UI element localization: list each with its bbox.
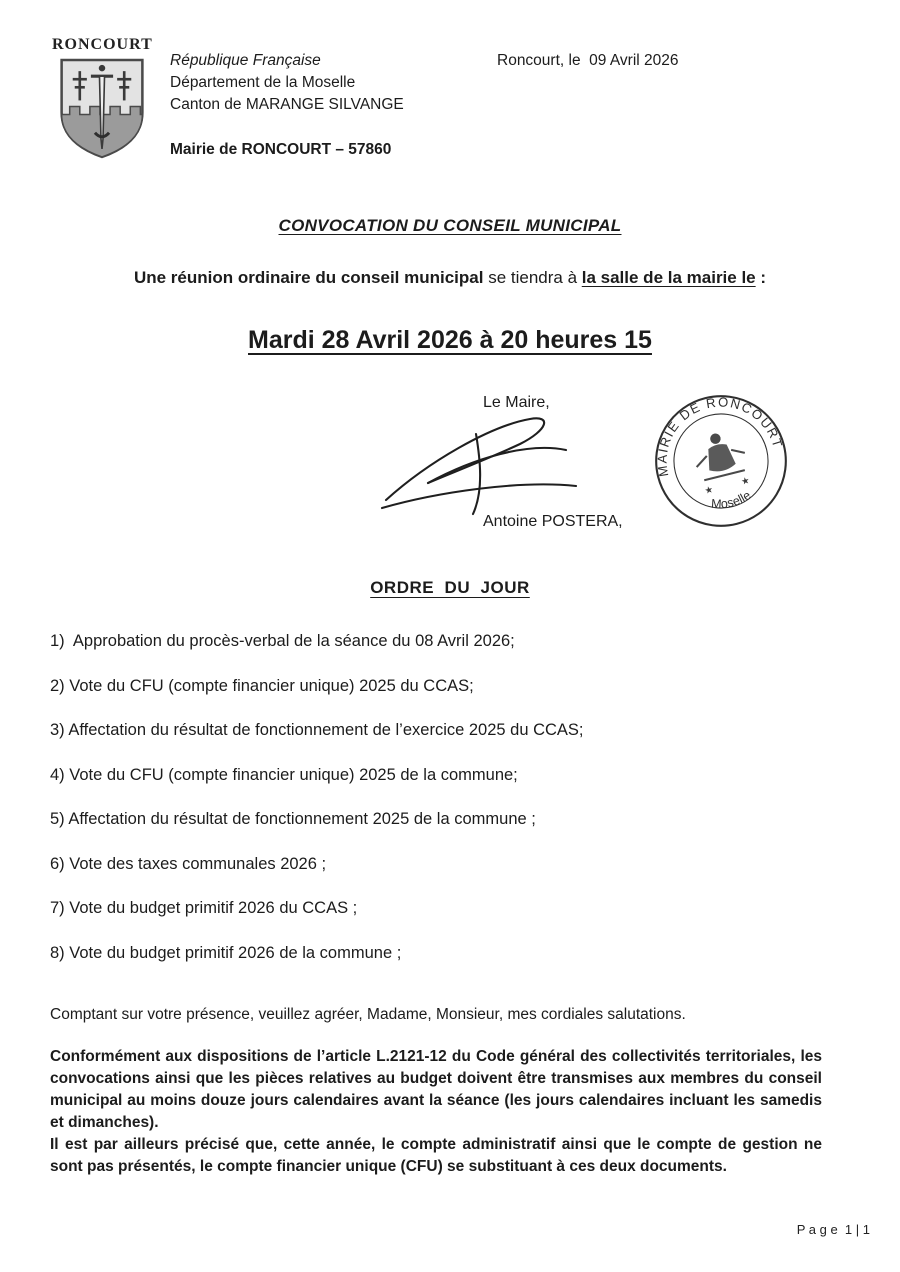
svg-text:★: ★ (703, 483, 715, 496)
agenda-item: 1) Approbation du procès-verbal de la séance du 08 Avril 2026; (50, 632, 515, 650)
department-line: Département de la Moselle (170, 74, 356, 91)
agenda-item: 5) Affectation du résultat de fonctionnement 2025 de la commune ; (50, 810, 536, 828)
mairie-line: Mairie de RONCOURT – 57860 (170, 141, 392, 158)
signatory-name: Antoine POSTERA, (483, 513, 623, 530)
agenda-item: 8) Vote du budget primitif 2026 de la commune ; (50, 943, 402, 962)
stamp-bottom-text: Moselle (710, 488, 754, 512)
agenda-item: 3) Affectation du résultat de fonctionnement de l’exercice 2025 du CCAS; (50, 721, 584, 739)
stamp-top-text: MAIRIE DE RONCOURT (654, 394, 786, 478)
intro-bold: Une réunion ordinaire du conseil municipal (133, 268, 484, 287)
agenda-list (50, 630, 850, 986)
intro-sentence (50, 268, 850, 288)
legal-notice (50, 1046, 822, 1178)
logo-title: RONCOURT (52, 36, 153, 53)
coat-of-arms-icon (56, 56, 148, 162)
signatory-title: Le Maire, (483, 394, 550, 411)
place-date-line: Roncourt, le 09 Avril 2026 (497, 52, 679, 69)
intro-underlined: la salle de la mairie le (581, 268, 756, 287)
stamp-emblem-icon (690, 428, 753, 497)
agenda-item: 6) Vote des taxes communales 2026 ; (50, 854, 327, 873)
page-number: P a g e 1 | 1 (796, 1222, 870, 1237)
meeting-datetime: Mardi 28 Avril 2026 à 20 heures 15 (248, 326, 652, 354)
intro-middle: se tiendra à (483, 268, 582, 287)
canton-line: Canton de MARANGE SILVANGE (170, 96, 404, 113)
legal-paragraph-2: Il est par ailleurs précisé que, cette année, le compte administratif ainsi que le compte de gestion ne sont pas présentés, le compte financier unique (CFU) se substituant à ces deux documents. (50, 1136, 822, 1175)
intro-tail: : (755, 268, 767, 287)
agenda-item: 4) Vote du CFU (compte financier unique) 2025 de la commune; (50, 765, 518, 784)
closing-sentence: Comptant sur votre présence, veuillez agréer, Madame, Monsieur, mes cordiales salutations. (50, 1006, 686, 1023)
republic-line: République Française (170, 52, 321, 69)
svg-text:★: ★ (739, 474, 751, 487)
svg-text:Moselle (707, 487, 754, 515)
commune-logo (52, 36, 152, 162)
official-stamp-icon (652, 392, 790, 530)
signature-icon (378, 400, 583, 522)
agenda-item: 7) Vote du budget primitif 2026 du CCAS ; (50, 899, 358, 917)
document-title: CONVOCATION DU CONSEIL MUNICIPAL (278, 216, 622, 235)
letterhead (170, 50, 404, 161)
agenda-heading: ORDRE DU JOUR (370, 578, 530, 597)
legal-paragraph-1: Conformément aux dispositions de l’article L.2121-12 du Code général des collectivités territoriales, les convocations ainsi que les pièces relatives au budget doivent être transmises aux membres du conseil municipal au moins douze jours calendaires avant la séance (les jours calendaires incluant les samedis et dimanches). (50, 1048, 822, 1131)
agenda-item: 2) Vote du CFU (compte financier unique) 2025 du CCAS; (50, 676, 474, 695)
